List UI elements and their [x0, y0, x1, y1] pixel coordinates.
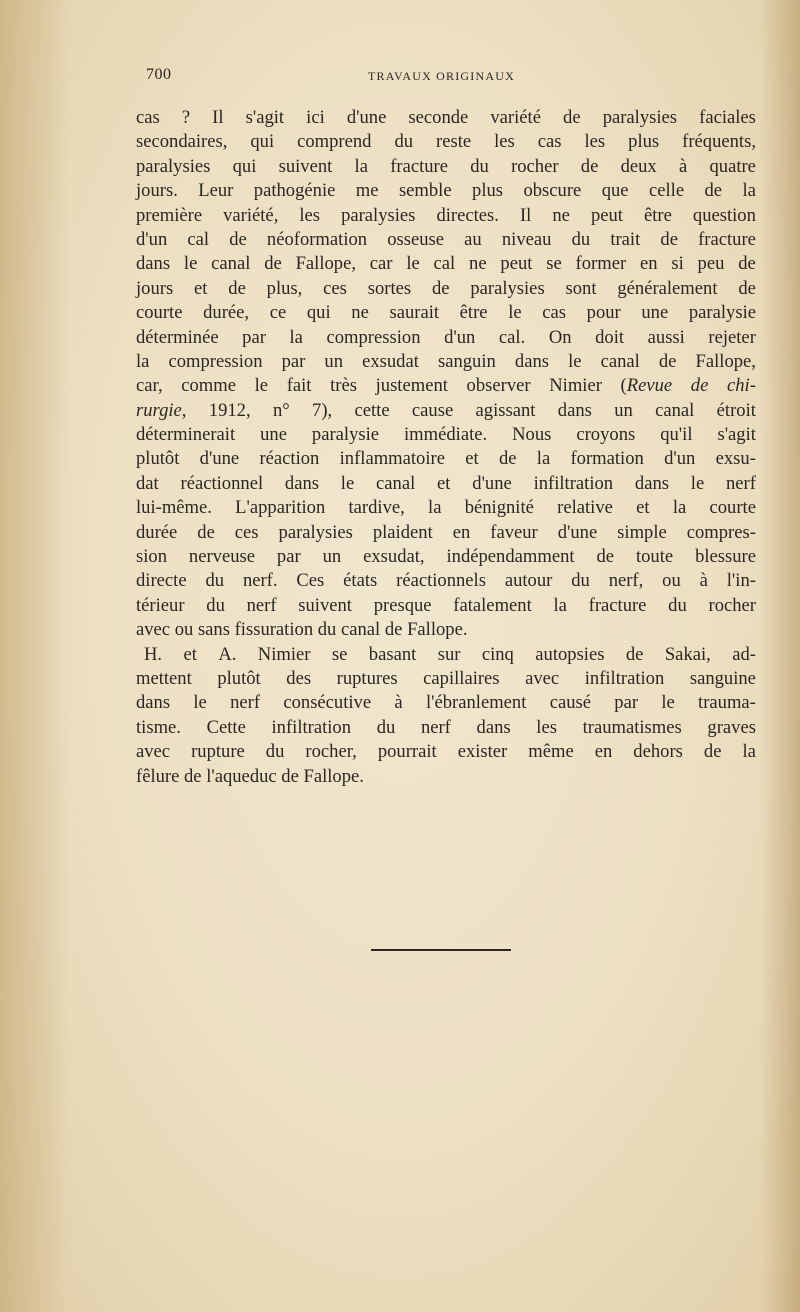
text-line: avec rupture du rocher, pourrait exister même en dehors de la — [136, 741, 756, 763]
text-line: rurgie, 1912, n° 7), cette cause agissant dans un canal étroit — [136, 399, 756, 421]
text-line: déterminerait une paralysie immédiate. Nous croyons qu'il s'agit — [136, 424, 756, 446]
page-number: 700 — [146, 66, 172, 83]
text-line: jours et de plus, ces sortes de paralysies sont généralement de — [136, 277, 756, 299]
text-line: courte durée, ce qui ne saurait être le cas pour une paralysie — [136, 302, 756, 324]
body-text — [136, 106, 756, 789]
text-line: dat réactionnel dans le canal et d'une infiltration dans le nerf — [136, 472, 756, 494]
page-shadow-right — [760, 0, 800, 1312]
text-line: mettent plutôt des ruptures capillaires avec infiltration sanguine — [136, 667, 756, 689]
text-line: tisme. Cette infiltration du nerf dans les traumatismes graves — [136, 716, 756, 738]
text-line: sion nerveuse par un exsudat, indépendamment de toute blessure — [136, 546, 756, 568]
text-line: plutôt d'une réaction inflammatoire et de la formation d'un exsu- — [136, 448, 756, 470]
running-title: TRAVAUX ORIGINAUX — [368, 69, 515, 83]
text-line: dans le canal de Fallope, car le cal ne peut se former en si peu de — [136, 253, 756, 275]
text-line: d'un cal de néoformation osseuse au niveau du trait de fracture — [136, 228, 756, 250]
text-line: H. et A. Nimier se basant sur cinq autopsies de Sakai, ad- — [144, 643, 756, 665]
page-header — [146, 66, 746, 86]
text-line: première variété, les paralysies directes. Il ne peut être question — [136, 204, 756, 226]
text-line: car, comme le fait très justement observer Nimier (Revue de chi- — [136, 375, 756, 397]
text-line: cas ? Il s'agit ici d'une seconde variété de paralysies faciales — [136, 107, 756, 128]
text-line: déterminée par la compression d'un cal. On doit aussi rejeter — [136, 326, 756, 348]
paragraph-end-line: fêlure de l'aqueduc de Fallope. — [136, 765, 364, 787]
text-line: directe du nerf. Ces états réactionnels autour du nerf, ou à l'in- — [136, 570, 756, 592]
text-line: térieur du nerf suivent presque fatalement la fracture du rocher — [136, 594, 756, 616]
paragraph-end-line: avec ou sans fissuration du canal de Fallope. — [136, 619, 468, 641]
text-line: paralysies qui suivent la fracture du rocher de deux à quatre — [136, 155, 756, 177]
text-line: secondaires, qui comprend du reste les cas les plus fréquents, — [136, 131, 756, 153]
text-line: durée de ces paralysies plaident en faveur d'une simple compres- — [136, 521, 756, 543]
text-line: la compression par un exsudat sanguin dans le canal de Fallope, — [136, 350, 756, 372]
text-line: lui-même. L'apparition tardive, la bénignité relative et la courte — [136, 497, 756, 519]
page-shadow-left — [0, 0, 70, 1312]
text-line: jours. Leur pathogénie me semble plus obscure que celle de la — [136, 180, 756, 202]
section-end-rule — [371, 949, 511, 951]
text-line: dans le nerf consécutive à l'ébranlement causé par le trauma- — [136, 692, 756, 714]
